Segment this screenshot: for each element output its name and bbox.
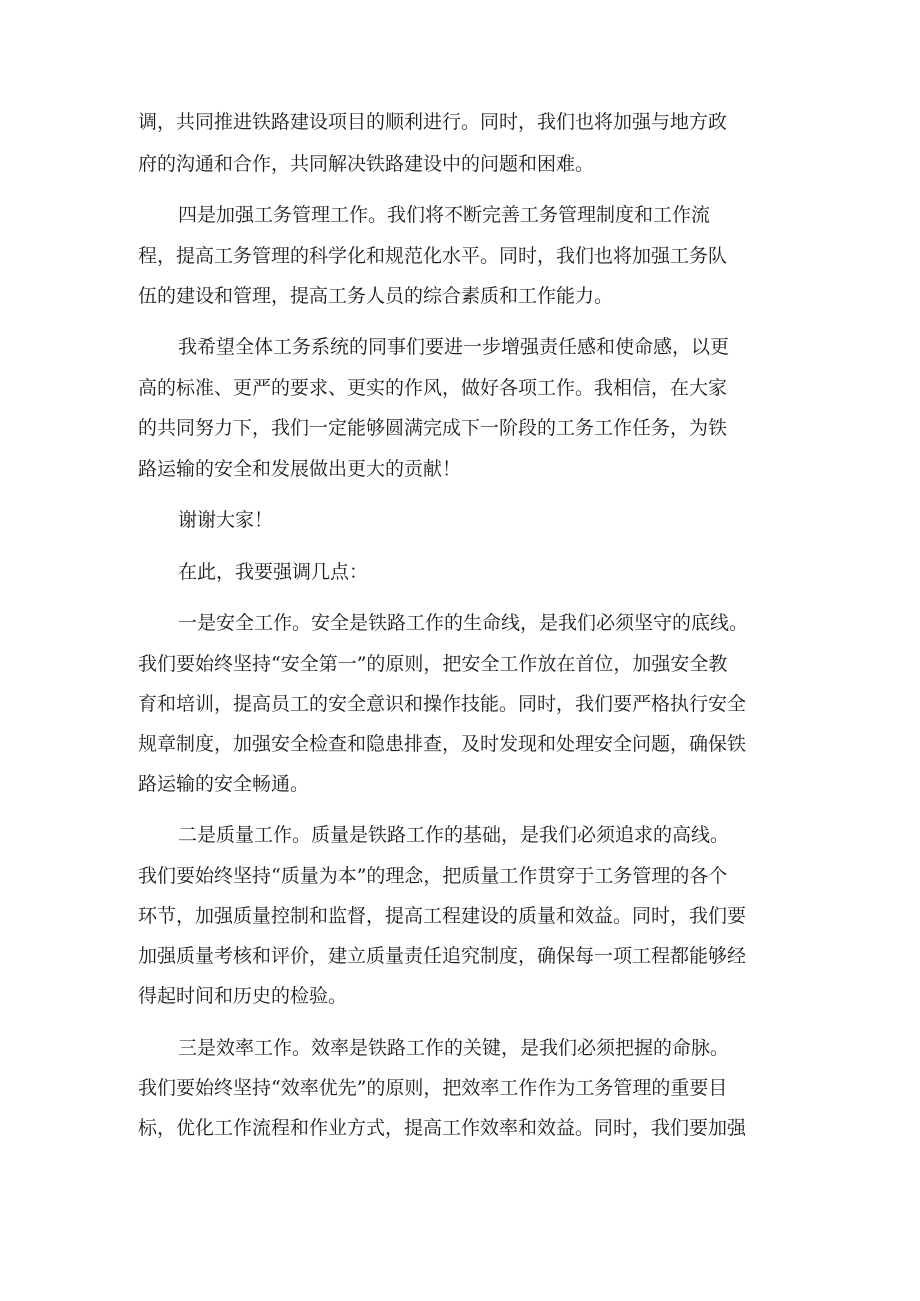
paragraph-2-line-1: 四是加强工务管理工作。我们将不断完善工务管理制度和工作流 [178, 204, 711, 226]
paragraph-4-line-1: 谢谢大家！ [178, 509, 274, 531]
paragraph-7-line-5: 得起时间和历史的检验。 [138, 985, 348, 1007]
paragraph-2-line-3: 伍的建设和管理，提高工务人员的综合素质和工作能力。 [138, 285, 614, 307]
paragraph-8-line-1: 三是效率工作。效率是铁路工作的关键，是我们必须把握的命脉。 [178, 1037, 730, 1059]
paragraph-1-line-1: 调，共同推进铁路建设项目的顺利进行。同时，我们也将加强与地方政 [138, 111, 728, 133]
paragraph-6-line-4: 规章制度，加强安全检查和隐患排查，及时发现和处理安全问题，确保铁 [138, 733, 747, 755]
paragraph-3-line-2: 高的标准、更严的要求、更实的作风，做好各项工作。我相信，在大家 [138, 377, 728, 399]
paragraph-8-line-2: 我们要始终坚持“效率优先”的原则，把效率工作作为工务管理的重要目 [138, 1077, 728, 1099]
paragraph-5-line-1: 在此，我要强调几点： [178, 561, 369, 583]
paragraph-2-line-2: 程，提高工务管理的科学化和规范化水平。同时，我们也将加强工务队 [138, 245, 728, 267]
paragraph-7-line-2: 我们要始终坚持“质量为本”的理念，把质量工作贯穿于工务管理的各个 [138, 865, 728, 887]
paragraph-1-line-2: 府的沟通和合作，共同解决铁路建设中的问题和困难。 [138, 153, 595, 175]
paragraph-6-line-3: 育和培训，提高员工的安全意识和操作技能。同时，我们要严格执行安全 [138, 693, 747, 715]
paragraph-3-line-3: 的共同努力下，我们一定能够圆满完成下一阶段的工务工作任务，为铁 [138, 417, 728, 439]
paragraph-6-line-2: 我们要始终坚持“安全第一”的原则，把安全工作放在首位，加强安全教 [138, 653, 728, 675]
paragraph-6-line-5: 路运输的安全畅通。 [138, 773, 310, 795]
paragraph-7-line-3: 环节，加强质量控制和监督，提高工程建设的质量和效益。同时，我们要 [138, 905, 747, 927]
paragraph-7-line-1: 二是质量工作。质量是铁路工作的基础，是我们必须追求的高线。 [178, 824, 730, 846]
paragraph-3-line-1: 我希望全体工务系统的同事们要进一步增强责任感和使命感，以更 [178, 336, 730, 358]
paragraph-7-line-4: 加强质量考核和评价，建立质量责任追究制度，确保每一项工程都能够经 [138, 945, 747, 967]
paragraph-6-line-1: 一是安全工作。安全是铁路工作的生命线，是我们必须坚守的底线。 [178, 612, 749, 634]
paragraph-3-line-4: 路运输的安全和发展做出更大的贡献！ [138, 458, 462, 480]
paragraph-8-line-3: 标，优化工作流程和作业方式，提高工作效率和效益。同时，我们要加强 [138, 1117, 747, 1139]
